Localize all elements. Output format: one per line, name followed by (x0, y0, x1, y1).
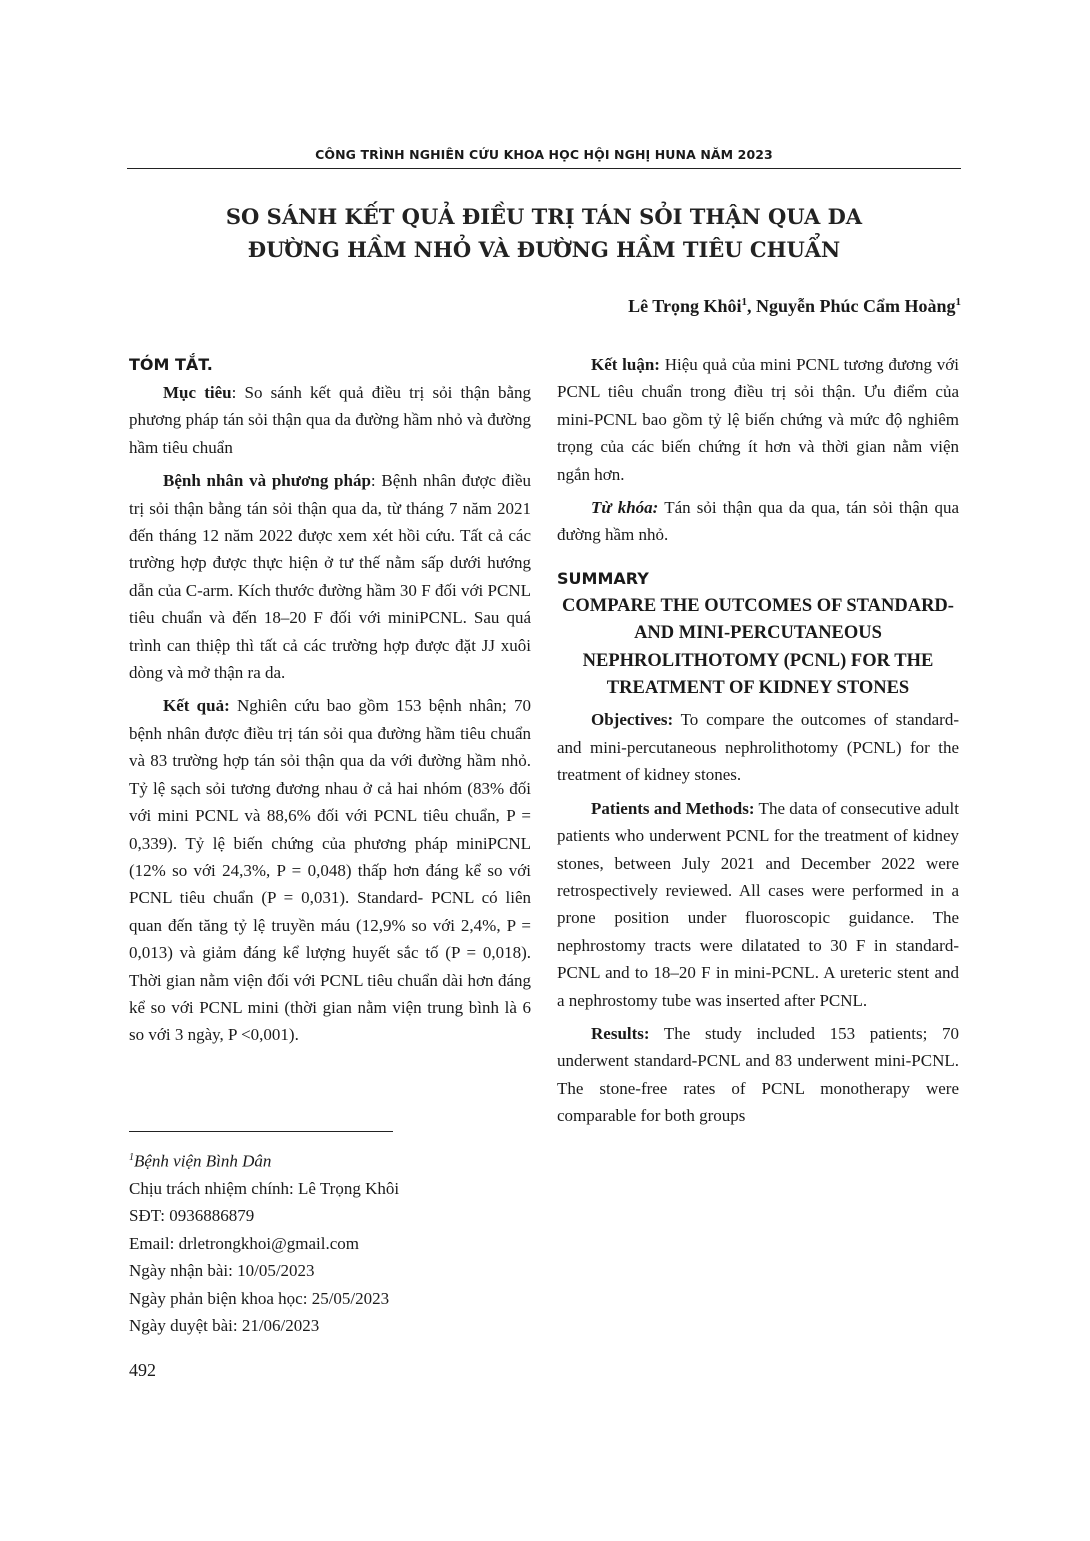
author-2: Nguyễn Phúc Cẩm Hoàng (755, 296, 956, 316)
footnote-affiliation (129, 1144, 549, 1175)
footnote-accepted: Ngày duyệt bài: 21/06/2023 (129, 1316, 320, 1336)
abstract-conclusion (557, 351, 959, 488)
author-list (628, 296, 961, 317)
author-1: Lê Trọng Khôi (628, 296, 742, 316)
methods-label: Bệnh nhân và phương pháp (163, 471, 371, 491)
en-methods-label: Patients and Methods: (591, 798, 755, 818)
affiliation-text: Bệnh viện Bình Dân (134, 1151, 272, 1171)
footnote-responsible: Chịu trách nhiệm chính: Lê Trọng Khôi (129, 1179, 400, 1199)
header-rule (127, 168, 961, 169)
keywords-label: Từ khóa: (591, 498, 659, 518)
title-line-1: SO SÁNH KẾT QUẢ ĐIỀU TRỊ TÁN SỎI THẬN QUA DA (225, 204, 863, 229)
objective-label: Mục tiêu (163, 383, 232, 402)
results-text: Nghiên cứu bao gồm 153 bệnh nhân; 70 bệnh nhân được điều trị tán sỏi qua đường hầm tiêu chuẩn và 83 trường hợp tán sỏi thận qua da với đường hầm nhỏ. Tỷ lệ sạch sỏi tương đương nhau ở cả hai nhóm (83% đối với mini PCNL và 88,6% đối với PCNL tiêu chuẩn, P = 0,339). Tỷ lệ biến chứng của phương pháp miniPCNL (12% so với 24,3%, P = 0,048) thấp hơn đáng kể so với PCNL tiêu chuẩn (P = 0,031). Standard- PCNL có liên quan đến tăng tỷ lệ truyền máu (12,9% so với 2,4%, P = 0,013) và giảm đáng kể lượng huyết sắc tố (P = 0,018). Thời gian nằm viện đối với PCNL tiêu chuẩn dài hơn đáng kể so với PCNL mini (thời gian nằm viện trung bình là 6 so với 3 ngày, P <0,001). (129, 696, 531, 1045)
abstract-results (129, 692, 531, 1048)
footnote-email: Email: drletrongkhoi@gmail.com (129, 1233, 359, 1253)
conclusion-label: Kết luận: (591, 355, 660, 374)
en-objectives-text: To compare the outcomes of standard- and mini-percutaneous nephrolithotomy (PCNL) for the treatment of kidney stones. (557, 710, 959, 785)
abstract-objective (129, 379, 531, 461)
en-results-label: Results: (591, 1023, 650, 1043)
footnote-phone: SĐT: 0936886879 (129, 1206, 255, 1226)
summary-methods (557, 795, 959, 1014)
journal-header: CÔNG TRÌNH NGHIÊN CỨU KHOA HỌC HỘI NGHỊ HUNA NĂM 2023 (315, 147, 773, 162)
summary-objectives (557, 706, 959, 788)
left-column (129, 351, 531, 1055)
abstract-heading: TÓM TẮT. (129, 355, 213, 374)
article-title (127, 200, 961, 266)
author-separator: , (746, 296, 756, 316)
author-2-affiliation-mark: 1 (955, 296, 961, 308)
footnote-rule (129, 1131, 393, 1132)
en-methods-text: The data of consecutive adult patients who underwent PCNL for the treatment of kidney stones, between July 2021 and December 2022 were retrospectively reviewed. All cases were performed in a prone position under fluoroscopic guidance. The nephrostomy tracts were dilatated to 30 F in standard-PCNL and to 18–20 F in mini-PCNL. A ureteric stent and a nephrostomy tube was inserted after PCNL. (557, 798, 959, 1010)
summary-title: COMPARE THE OUTCOMES OF STANDARD-AND MINI-PERCUTANEOUS NEPHROLITHOTOMY (PCNL) FOR THE TREATMENT OF KIDNEY STONES (562, 595, 954, 699)
methods-text: : Bệnh nhân được điều trị sỏi thận bằng tán sỏi thận qua da, từ tháng 7 năm 2021 đến tháng 12 năm 2022 được xem xét hồi cứu. Tất cả các trường hợp được thực hiện ở tư thế nằm sấp dưới hướng dẫn của C-arm. Kích thước đường hầm 30 F đối với PCNL tiêu chuẩn và đến 18–20 F đối với miniPCNL. Sau quá trình can thiệp thì tất cả các trường hợp được đặt JJ xuôi dòng và mở thận ra da. (129, 471, 532, 683)
en-objectives-label: Objectives: (591, 710, 674, 730)
objective-text: : So sánh kết quả điều trị sỏi thận bằng phương pháp tán sỏi thận qua da đường hầm nhỏ và đường hầm tiêu chuẩn (129, 383, 531, 457)
page-number: 492 (129, 1360, 156, 1380)
en-results-text: The study included 153 patients; 70 underwent standard-PCNL and 83 underwent mini-PCNL. The stone-free rates of PCNL monotherapy were comparable for both groups (557, 1023, 959, 1126)
abstract-methods (129, 467, 531, 686)
abstract-keywords (557, 494, 959, 549)
summary-results (557, 1020, 959, 1130)
affiliation-mark: 1 (129, 1152, 134, 1163)
footnote-received: Ngày nhận bài: 10/05/2023 (129, 1261, 315, 1281)
right-column (557, 351, 959, 1136)
conclusion-text: Hiệu quả của mini PCNL tương đương với PCNL tiêu chuẩn trong điều trị sỏi thận. Ưu điểm của mini-PCNL bao gồm tỷ lệ biến chứng và mức độ nghiêm trọng của các biến chứng ít hơn và thời gian nằm viện ngắn hơn. (557, 355, 959, 484)
footnotes (129, 1144, 549, 1340)
results-label: Kết quả: (163, 696, 230, 716)
title-line-2: ĐƯỜNG HẦM NHỎ VÀ ĐƯỜNG HẦM TIÊU CHUẨN (247, 237, 841, 262)
summary-heading: SUMMARY (557, 568, 649, 588)
keywords-text: Tán sỏi thận qua da qua, tán sỏi thận qua đường hầm nhỏ. (557, 498, 960, 545)
author-1-affiliation-mark: 1 (741, 296, 747, 308)
footnote-reviewed: Ngày phản biện khoa học: 25/05/2023 (129, 1288, 390, 1308)
